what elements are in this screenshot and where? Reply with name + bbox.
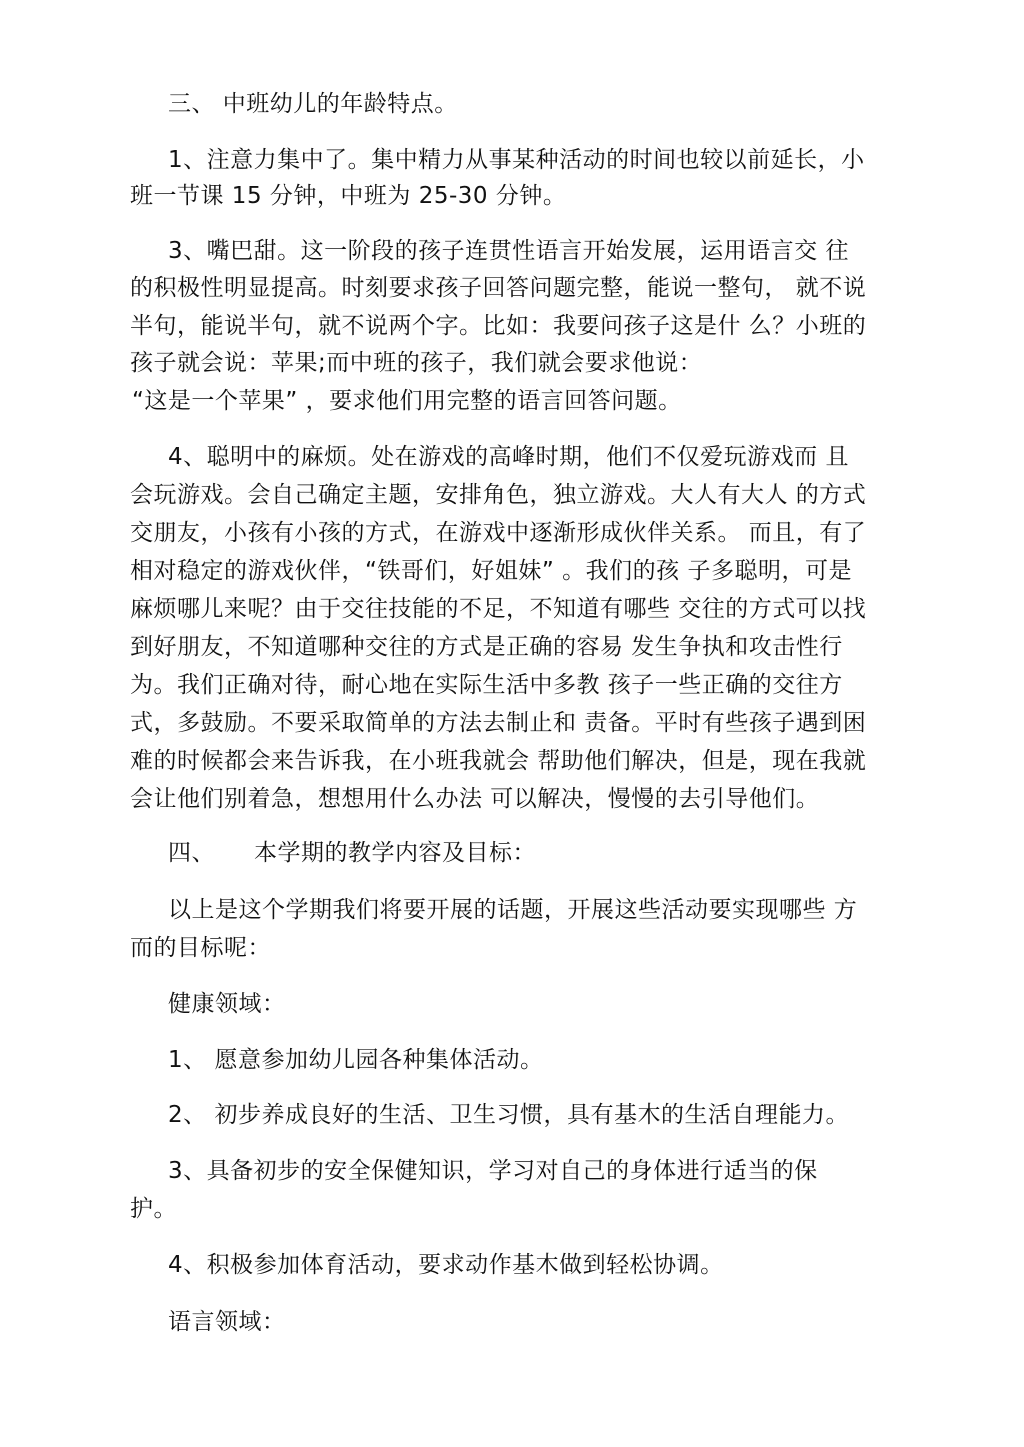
intro-line-1: 以上是这个学期我们将要开展的话题，开展这些活动要实现哪些 方 (168, 897, 858, 923)
health-item-1: 1、 愿意参加幼儿园各种集体活动。 (168, 1047, 544, 1073)
intro-line-2: 而的目标呢： (130, 935, 271, 961)
paragraph-3-line-1: 3、嘴巴甜。这一阶段的孩子连贯性语言开始发展，运用语言交 往 (168, 238, 849, 264)
paragraph-3-line-3: 半句，能说半句，就不说两个字。比如：我要问孩子这是什 么？小班的 (130, 313, 867, 339)
health-item-3-line-1: 3、具备初步的安全保健知识，学习对自己的身体进行适当的保 (168, 1158, 818, 1184)
health-domain-heading: 健康领域： (168, 991, 286, 1017)
paragraph-4-line-5: 麻烦哪儿来呢？由于交往技能的不足，不知道有哪些 交往的方式可以找 (130, 596, 867, 622)
paragraph-1-line-1: 1、注意力集中了。集中精力从事某种活动的时间也较以前延长，小 (168, 147, 865, 173)
paragraph-4-line-9: 难的时候都会来告诉我，在小班我就会 帮助他们解决，但是，现在我就 (130, 748, 867, 774)
paragraph-4-line-4: 相对稳定的游戏伙伴，“铁哥们，好姐妹” 。我们的孩 子多聪明，可是 (130, 558, 852, 584)
paragraph-4-line-8: 式，多鼓励。不要采取简单的方法去制止和 责备。平时有些孩子遇到困 (130, 710, 867, 736)
health-item-4: 4、积极参加体育活动，要求动作基木做到轻松协调。 (168, 1252, 724, 1278)
paragraph-3-line-5: “这是一个苹果” ，要求他们用完整的语言回答问题。 (132, 388, 682, 414)
paragraph-4-line-3: 交朋友，小孩有小孩的方式，在游戏中逐渐形成伙伴关系。 而且，有了 (130, 520, 867, 546)
paragraph-4-line-10: 会让他们别着急，想想用什么办法 可以解决，慢慢的去引导他们。 (130, 786, 820, 812)
paragraph-4-line-2: 会玩游戏。会自己确定主题，安排角色，独立游戏。大人有大人 的方式 (130, 482, 867, 508)
paragraph-4-line-6: 到好朋友，不知道哪种交往的方式是正确的容易 发生争执和攻击性行 (130, 634, 843, 660)
paragraph-3-line-4: 孩子就会说：苹果;而中班的孩子，我们就会要求他说： (130, 350, 703, 376)
paragraph-4-line-1: 4、聪明中的麻烦。处在游戏的高峰时期，他们不仅爱玩游戏而 且 (168, 444, 849, 470)
health-item-3-line-2: 护。 (130, 1196, 177, 1222)
section-3-heading: 三、 中班幼儿的年龄特点。 (168, 91, 458, 117)
paragraph-1-line-2: 班一节课 15 分钟，中班为 25-30 分钟。 (130, 183, 567, 209)
section-4-heading: 四、 本学期的教学内容及目标： (168, 840, 537, 866)
language-domain-heading: 语言领域： (168, 1309, 286, 1335)
health-item-2: 2、 初步养成良好的生活、卫生习惯，具有基木的生活自理能力。 (168, 1102, 849, 1128)
paragraph-3-line-2: 的积极性明显提高。时刻要求孩子回答问题完整，能说一整句， 就不说 (130, 275, 867, 301)
paragraph-4-line-7: 为。我们正确对待，耐心地在实际生活中多教 孩子一些正确的交往方 (130, 672, 843, 698)
